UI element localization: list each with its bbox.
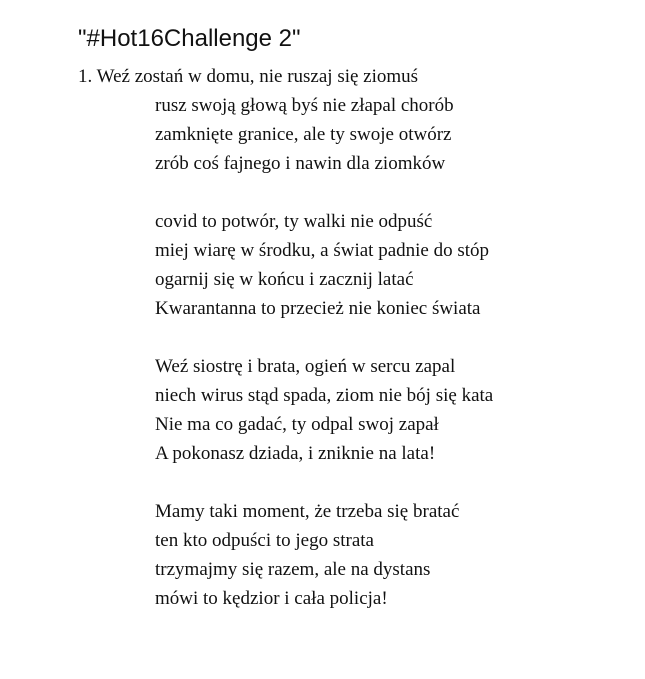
poem-body (78, 62, 638, 613)
poem-line: Kwarantanna to przecież nie koniec świata (155, 298, 481, 319)
poem-line: Weź siostrę i brata, ogień w sercu zapal (155, 356, 456, 377)
poem-line: niech wirus stąd spada, ziom nie bój się kata (155, 385, 494, 406)
poem-line: rusz swoją głową byś nie złapal chorób (155, 95, 454, 116)
poem-line: ogarnij się w końcu i zacznij latać (155, 269, 414, 290)
poem-line: covid to potwór, ty walki nie odpuść (155, 211, 433, 232)
poem-line (78, 62, 638, 91)
poem-line: A pokonasz dziada, i zniknie na lata! (155, 443, 436, 464)
poem-line: miej wiarę w środku, a świat padnie do stóp (155, 240, 490, 261)
poem-line: ten kto odpuści to jego strata (155, 530, 374, 551)
poem-line: mówi to kędzior i cała policja! (155, 588, 388, 609)
poem-line: zamknięte granice, ale ty swoje otwórz (155, 124, 452, 145)
stanza-gap (78, 178, 638, 207)
poem-line: trzymajmy się razem, ale na dystans (155, 559, 431, 580)
stanza-gap (78, 323, 638, 352)
poem-line-text: Weź zostań w domu, nie ruszaj się ziomuś (96, 66, 419, 87)
stanza-gap (78, 468, 638, 497)
poem-line: Mamy taki moment, że trzeba się bratać (155, 501, 460, 522)
verse-number: 1. (78, 66, 93, 87)
poem-line: Nie ma co gadać, ty odpal swoj zapał (155, 414, 439, 435)
poem-line: zrób coś fajnego i nawin dla ziomków (155, 153, 446, 174)
document-title: "#Hot16Challenge 2" (78, 25, 301, 52)
